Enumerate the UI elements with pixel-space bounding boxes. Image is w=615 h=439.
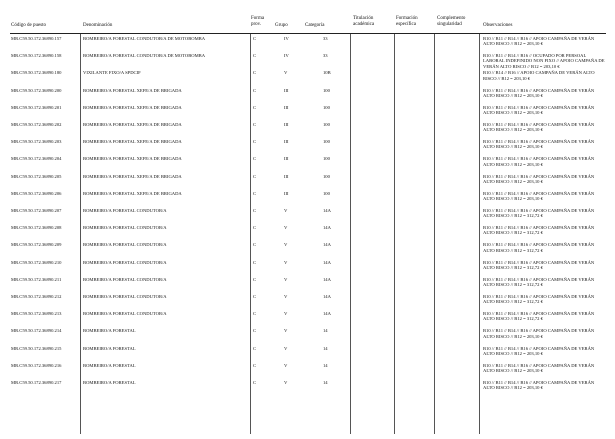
cell-forma-prov: C (253, 259, 257, 265)
cell-forma-prov: C (253, 345, 257, 351)
cell-observaciones: B10 // B11 // B14 // B16 // APOIO CAMPAÑA DE VERÁN ALTO RISCO // B12 = 312,72 € (483, 242, 595, 253)
cell-codigo: MR.C59.50.172.36890.158 (11, 53, 62, 59)
cell-grupo: V (284, 208, 288, 213)
cell-grupo: V (284, 294, 288, 299)
header-categoria: Categoría (305, 23, 325, 28)
cell-forma-prov: C (253, 173, 257, 179)
cell-categoria: 100 (323, 190, 330, 196)
cell-observaciones: B10 // B11 // B14 // B16 // APOIO CAMPAÑA DE VERÁN ALTO RISCO // B12 = 312,72 € (483, 294, 595, 305)
table-row (0, 346, 615, 362)
header-codigo: Código de puesto (11, 23, 46, 28)
cell-forma-prov: C (253, 53, 257, 59)
cell-grupo: V (284, 276, 288, 282)
table-row (0, 88, 615, 104)
cell-categoria: 14A (323, 276, 331, 282)
table-row (0, 277, 615, 293)
cell-grupo: III (284, 139, 289, 145)
cell-grupo: V (284, 345, 288, 351)
cell-denominacion: BOMBEIRO/A FORESTAL (83, 345, 136, 351)
cell-codigo: MR.C59.50.172.36890.215 (11, 345, 62, 351)
table-row (0, 225, 615, 241)
cell-observaciones: B10 // B11 // B14 // B16 // APOIO CAMPAÑA DE VERÁN ALTO RISCO // B12 = 203,10 € (483, 36, 595, 47)
cell-denominacion: BOMBEIRO/A FORESTAL XEFE/A DE BRIGADA (83, 87, 182, 93)
table-row (0, 328, 615, 344)
cell-grupo: IV (284, 36, 289, 41)
header-formacion: Formación específica (396, 16, 418, 27)
cell-denominacion: BOMBEIRO/A FORESTAL CONDUTOR/A (83, 225, 167, 231)
cell-categoria: 100 (323, 122, 330, 127)
cell-observaciones: B10 // B11 // B14 // B16 // APOIO CAMPAÑA DE VERÁN ALTO RISCO // B12 = 203,10 € (483, 190, 595, 201)
cell-categoria: 14A (323, 294, 331, 299)
cell-denominacion: BOMBEIRO/A FORESTAL XEFE/A DE BRIGADA (83, 190, 182, 196)
cell-categoria: 33 (323, 53, 328, 59)
table-row (0, 191, 615, 207)
cell-observaciones: B10 // B11 // B14 // B16 // APOIO CAMPAÑA DE VERÁN ALTO RISCO // B12 = 312,72 € (483, 259, 595, 270)
cell-observaciones: B10 // B11 // B14 // B16 // APOIO CAMPAÑA DE VERÁN ALTO RISCO // B12 = 203,10 € (483, 87, 595, 98)
cell-forma-prov: C (253, 276, 257, 282)
cell-forma-prov: C (253, 190, 257, 196)
cell-denominacion: BOMBEIRO/A FORESTAL XEFE/A DE BRIGADA (83, 156, 182, 162)
cell-observaciones: B10 // B11 // B14 // B16 // APOIO CAMPAÑA DE VERÁN ALTO RISCO // B12 = 203,10 € (483, 328, 595, 339)
header-observaciones: Observaciones (483, 23, 513, 28)
cell-codigo: MR.C59.50.172.36890.157 (11, 36, 62, 41)
cell-codigo: MR.C59.50.172.36890.208 (11, 225, 62, 231)
cell-denominacion: BOMBEIRO/A FORESTAL CONDUTOR/A (83, 294, 167, 299)
cell-forma-prov: C (253, 70, 257, 76)
cell-categoria: 100 (323, 104, 330, 110)
cell-grupo: V (284, 380, 288, 385)
table-row (0, 260, 615, 276)
cell-denominacion: BOMBEIRO/A FORESTAL CONDUTOR/A (83, 259, 167, 265)
cell-codigo: MR.C59.50.172.36890.205 (11, 173, 62, 179)
cell-forma-prov: C (253, 156, 257, 162)
cell-grupo: III (284, 173, 289, 179)
cell-categoria: 14A (323, 311, 331, 317)
cell-denominacion: BOMBEIRO/A FORESTAL (83, 328, 136, 334)
cell-denominacion: BOMBEIRO/A FORESTAL (83, 362, 136, 368)
cell-codigo: MR.C59.50.172.36890.216 (11, 362, 62, 368)
cell-codigo: MR.C59.50.172.36890.210 (11, 259, 62, 265)
cell-denominacion: BOMBEIRO/A FORESTAL (83, 380, 136, 385)
cell-denominacion: VIXILANTE FIXO/A SPDCIF (83, 70, 141, 76)
cell-forma-prov: C (253, 242, 257, 248)
table-row (0, 156, 615, 172)
cell-codigo: MR.C59.50.172.36890.214 (11, 328, 62, 334)
cell-codigo: MR.C59.50.172.36890.207 (11, 208, 62, 213)
cell-observaciones: B10 // B11 // B14 // B16 // APOIO CAMPAÑA DE VERÁN ALTO RISCO // B12 = 203,10 € (483, 362, 595, 373)
cell-observaciones: B10 // B11 // B14 // B16 // APOIO CAMPAÑA DE VERÁN ALTO RISCO // B12 = 312,72 € (483, 276, 595, 287)
cell-observaciones: B10 // B11 // B14 // B16 // APOIO CAMPAÑA DE VERÁN ALTO RISCO // B12 = 203,10 € (483, 173, 595, 184)
cell-forma-prov: C (253, 294, 257, 299)
cell-grupo: III (284, 87, 289, 93)
header-grupo: Grupo (275, 23, 288, 28)
cell-forma-prov: C (253, 87, 257, 93)
cell-categoria: 14A (323, 225, 331, 231)
cell-forma-prov: C (253, 139, 257, 145)
table-row (0, 53, 615, 69)
cell-categoria: 100 (323, 139, 330, 145)
table-row (0, 105, 615, 121)
cell-denominacion: BOMBEIRO/A FORESTAL CONDUTOR/A DE MOTOBOMBA (83, 36, 206, 41)
table-row (0, 139, 615, 155)
cell-denominacion: BOMBEIRO/A FORESTAL XEFE/A DE BRIGADA (83, 104, 182, 110)
cell-forma-prov: C (253, 311, 257, 317)
cell-forma-prov: C (253, 380, 257, 385)
cell-denominacion: BOMBEIRO/A FORESTAL CONDUTOR/A (83, 208, 167, 213)
table-row (0, 174, 615, 190)
cell-forma-prov: C (253, 122, 257, 127)
cell-grupo: V (284, 242, 288, 248)
table-row (0, 122, 615, 138)
table-row (0, 70, 615, 86)
cell-forma-prov: C (253, 36, 257, 41)
cell-grupo: V (284, 311, 288, 317)
cell-codigo: MR.C59.50.172.36890.203 (11, 139, 62, 145)
cell-categoria: 100 (323, 173, 330, 179)
cell-forma-prov: C (253, 208, 257, 213)
cell-forma-prov: C (253, 225, 257, 231)
header-divider (10, 33, 606, 34)
table-row (0, 294, 615, 310)
cell-denominacion: BOMBEIRO/A FORESTAL XEFE/A DE BRIGADA (83, 139, 182, 145)
header-forma-prov: Forma prov. (251, 16, 265, 27)
table-row (0, 363, 615, 379)
cell-codigo: MR.C59.50.172.36890.201 (11, 104, 62, 110)
cell-grupo: III (284, 190, 289, 196)
cell-grupo: III (284, 104, 289, 110)
cell-observaciones: B10 // B11 // B14 // B16 // APOIO CAMPAÑA DE VERÁN ALTO RISCO // B12 = 312,72 € (483, 225, 595, 236)
cell-denominacion: BOMBEIRO/A FORESTAL CONDUTOR/A (83, 276, 167, 282)
cell-observaciones: B10 // B11 // B14 // B16 // APOIO CAMPAÑA DE VERÁN ALTO RISCO // B12 = 312,72 € (483, 311, 595, 322)
cell-denominacion: BOMBEIRO/A FORESTAL XEFE/A DE BRIGADA (83, 122, 182, 127)
cell-codigo: MR.C59.50.172.36890.209 (11, 242, 62, 248)
cell-grupo: V (284, 259, 288, 265)
cell-grupo: IV (284, 53, 289, 59)
cell-grupo: V (284, 225, 288, 231)
cell-categoria: 10B (323, 70, 331, 76)
cell-forma-prov: C (253, 328, 257, 334)
cell-grupo: III (284, 156, 289, 162)
cell-codigo: MR.C59.50.172.36890.211 (11, 276, 62, 282)
table-row (0, 242, 615, 258)
cell-categoria: 14A (323, 259, 331, 265)
cell-observaciones: B10 // B11 // B14 // B16 // APOIO CAMPAÑA DE VERÁN ALTO RISCO // B12 = 203,10 € (483, 345, 595, 356)
cell-codigo: MR.C59.50.172.36890.204 (11, 156, 62, 162)
cell-categoria: 14 (323, 362, 328, 368)
cell-observaciones: B10 // B11 // B14 // B16 // APOIO CAMPAÑA DE VERÁN ALTO RISCO // B12 = 203,10 € (483, 104, 595, 115)
header-denominacion: Denominación (83, 23, 113, 28)
header-titulacion: Titulación académica (353, 16, 375, 27)
cell-codigo: MR.C59.50.172.36890.202 (11, 122, 62, 127)
cell-categoria: 14 (323, 328, 328, 334)
cell-categoria: 33 (323, 36, 328, 41)
cell-forma-prov: C (253, 104, 257, 110)
cell-codigo: MR.C59.50.172.36890.213 (11, 311, 62, 317)
cell-grupo: V (284, 362, 288, 368)
cell-grupo: V (284, 70, 288, 76)
cell-codigo: MR.C59.50.172.36890.180 (11, 70, 62, 76)
cell-forma-prov: C (253, 362, 257, 368)
cell-observaciones: B10 // B11 // B14 // B16 // APOIO CAMPAÑA DE VERÁN ALTO RISCO // B12 = 312,72 € (483, 208, 595, 219)
cell-grupo: V (284, 328, 288, 334)
header-complemento: Complemento singularidad (437, 16, 466, 27)
cell-denominacion: BOMBEIRO/A FORESTAL CONDUTOR/A (83, 311, 167, 317)
cell-codigo: MR.C59.50.172.36890.200 (11, 87, 62, 93)
cell-categoria: 14 (323, 380, 328, 385)
table-row (0, 36, 615, 52)
cell-codigo: MR.C59.50.172.36890.217 (11, 380, 62, 385)
cell-denominacion: BOMBEIRO/A FORESTAL XEFE/A DE BRIGADA (83, 173, 182, 179)
cell-categoria: 14A (323, 242, 331, 248)
cell-observaciones: B10 // B11 // B14 // B16 // APOIO CAMPAÑA DE VERÁN ALTO RISCO // B12 = 203,10 € (483, 156, 595, 167)
cell-observaciones: B10 // B11 // B14 // B16 // APOIO CAMPAÑA DE VERÁN ALTO RISCO // B12 = 203,10 € (483, 380, 595, 391)
cell-denominacion: BOMBEIRO/A FORESTAL CONDUTOR/A (83, 242, 167, 248)
cell-observaciones: B10 // B14 // B16 // APOIO CAMPAÑA DE VERÁN ALTO RISCO // B12 = 203,10 € (483, 70, 595, 81)
cell-categoria: 14 (323, 345, 328, 351)
cell-categoria: 100 (323, 156, 330, 162)
cell-categoria: 14A (323, 208, 331, 213)
table-row (0, 208, 615, 224)
cell-denominacion: BOMBEIRO/A FORESTAL CONDUTOR/A DE MOTOBOMBA (83, 53, 206, 59)
cell-grupo: III (284, 122, 289, 127)
table-row (0, 311, 615, 327)
cell-observaciones: B10 // B11 // B14 // B16 // OCUPADO POR PERSOAL LABORAL INDEFINIDO NON FIXO // APOIO CAMPAÑA DE VERÁN ALTO RISCO // B12 = 203,10 € (483, 53, 605, 69)
cell-categoria: 100 (323, 87, 330, 93)
table-row (0, 380, 615, 396)
cell-codigo: MR.C59.50.172.36890.212 (11, 294, 62, 299)
cell-observaciones: B10 // B11 // B14 // B16 // APOIO CAMPAÑA DE VERÁN ALTO RISCO // B12 = 203,10 € (483, 122, 595, 133)
cell-observaciones: B10 // B11 // B14 // B16 // APOIO CAMPAÑA DE VERÁN ALTO RISCO // B12 = 203,10 € (483, 139, 595, 150)
cell-codigo: MR.C59.50.172.36890.206 (11, 190, 62, 196)
